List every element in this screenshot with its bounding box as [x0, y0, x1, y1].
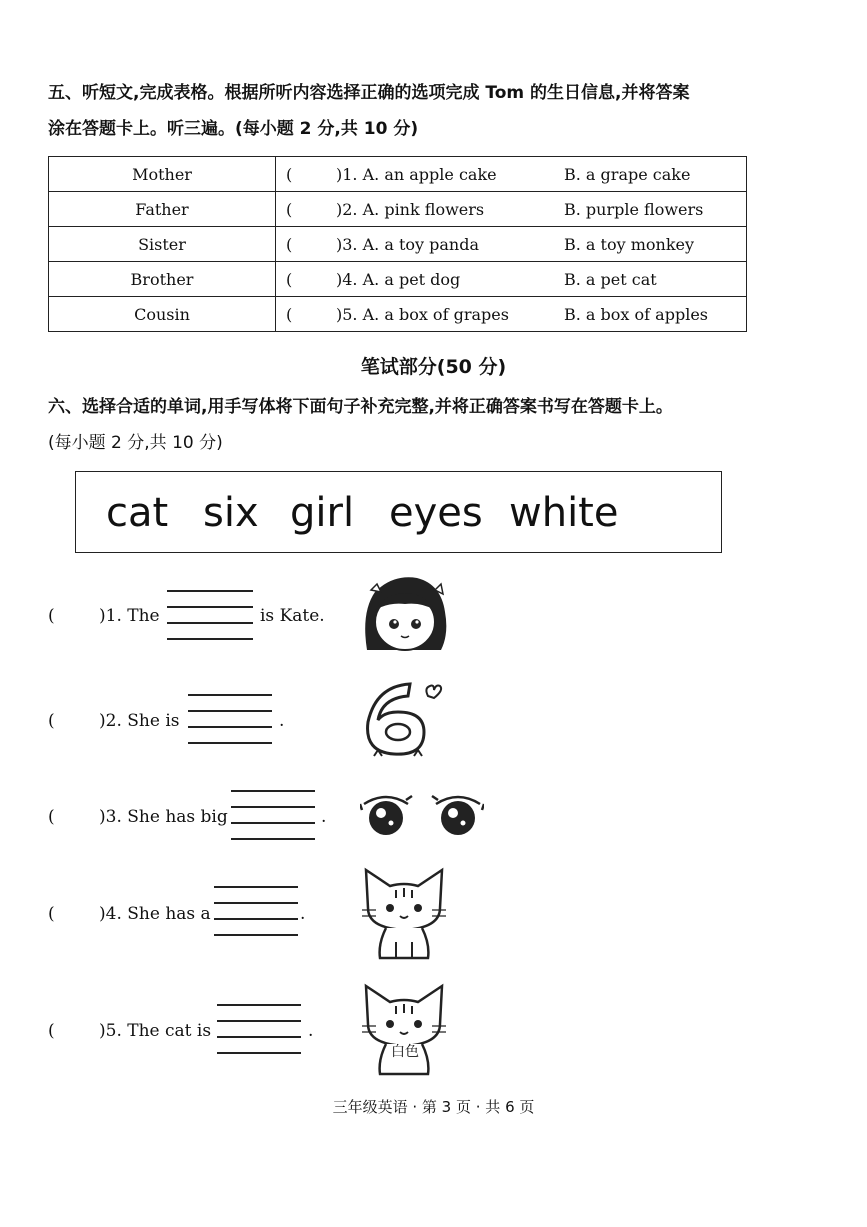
option-b: B. a grape cake	[564, 165, 691, 184]
handwriting-line	[188, 726, 272, 728]
person-cell: Cousin	[49, 297, 276, 332]
person-cell: Sister	[49, 227, 276, 262]
handwriting-line	[188, 742, 272, 744]
handwriting-line	[214, 934, 298, 936]
answer-paren: (	[286, 165, 293, 184]
person-cell: Brother	[49, 262, 276, 297]
person-cell: Mother	[49, 157, 276, 192]
handwriting-line	[231, 838, 315, 840]
handwriting-line	[217, 1004, 301, 1006]
table-row	[49, 227, 747, 262]
question-cell	[276, 262, 747, 297]
handwriting-line	[188, 710, 272, 712]
white-color-label: 白色	[391, 1044, 419, 1060]
option-a: )4. A. a pet dog	[336, 270, 461, 289]
item3-suffix: .	[321, 807, 327, 827]
item4-suffix: .	[300, 904, 306, 924]
item5-prefix: )5. The cat is	[99, 1021, 212, 1041]
option-a: )5. A. a box of grapes	[336, 305, 509, 324]
handwriting-line	[188, 694, 272, 696]
question-cell	[276, 227, 747, 262]
section6-note: (每小题 2 分,共 10 分)	[48, 433, 223, 453]
girl-icon	[357, 572, 453, 654]
item2-prefix: )2. She is	[99, 711, 180, 731]
handwriting-line	[167, 590, 253, 592]
handwriting-line	[214, 902, 298, 904]
handwriting-line	[214, 886, 298, 888]
item1-paren: (	[48, 606, 55, 626]
option-b: B. a box of apples	[564, 305, 708, 324]
word-cat: cat	[106, 490, 169, 536]
answer-paren: (	[286, 235, 293, 254]
item3-prefix: )3. She has big	[99, 807, 228, 827]
handwriting-line	[167, 606, 253, 608]
option-b: B. a pet cat	[564, 270, 657, 289]
table-row	[49, 192, 747, 227]
table-row	[49, 157, 747, 192]
big-eyes-icon	[360, 792, 484, 842]
word-white: white	[509, 490, 619, 536]
page-footer: 三年级英语 · 第 3 页 · 共 6 页	[332, 1098, 535, 1116]
handwriting-line	[231, 790, 315, 792]
option-a: )1. A. an apple cake	[336, 165, 497, 184]
word-girl: girl	[290, 490, 355, 536]
item3-paren: (	[48, 807, 55, 827]
item4-paren: (	[48, 904, 55, 924]
question-cell	[276, 192, 747, 227]
table-row	[49, 262, 747, 297]
section5-title: 五、听短文,完成表格。根据所听内容选择正确的选项完成 Tom 的生日信息,并将答案	[48, 83, 690, 103]
section6-title: 六、选择合适的单词,用手写体将下面句子补充完整,并将正确答案书写在答题卡上。	[48, 397, 673, 417]
word-bank	[75, 471, 722, 553]
listening-table	[48, 156, 747, 332]
item5-paren: (	[48, 1021, 55, 1041]
question-cell	[276, 157, 747, 192]
item2-suffix: .	[279, 711, 285, 731]
handwriting-line	[214, 918, 298, 920]
answer-paren: (	[286, 200, 293, 219]
option-a: )3. A. a toy panda	[336, 235, 479, 254]
item5-suffix: .	[308, 1021, 314, 1041]
answer-paren: (	[286, 305, 293, 324]
item1-prefix: )1. The	[99, 606, 160, 626]
word-six: six	[203, 490, 259, 536]
handwriting-line	[217, 1020, 301, 1022]
section5-title-line2: 涂在答题卡上。听三遍。(每小题 2 分,共 10 分)	[48, 119, 419, 139]
handwriting-line	[167, 622, 253, 624]
number-six-cat-icon	[358, 676, 446, 762]
item1-suffix: is Kate.	[260, 606, 325, 626]
handwriting-line	[217, 1036, 301, 1038]
word-eyes: eyes	[389, 490, 483, 536]
item2-paren: (	[48, 711, 55, 731]
written-part-heading: 笔试部分(50 分)	[360, 356, 507, 378]
handwriting-line	[231, 806, 315, 808]
handwriting-line	[217, 1052, 301, 1054]
question-cell	[276, 297, 747, 332]
option-a: )2. A. pink flowers	[336, 200, 485, 219]
table-row	[49, 297, 747, 332]
handwriting-line	[231, 822, 315, 824]
option-b: B. purple flowers	[564, 200, 704, 219]
cat-icon	[356, 864, 452, 962]
option-b: B. a toy monkey	[564, 235, 695, 254]
answer-paren: (	[286, 270, 293, 289]
white-cat-icon	[356, 980, 452, 1078]
handwriting-line	[167, 638, 253, 640]
person-cell: Father	[49, 192, 276, 227]
item4-prefix: )4. She has a	[99, 904, 211, 924]
